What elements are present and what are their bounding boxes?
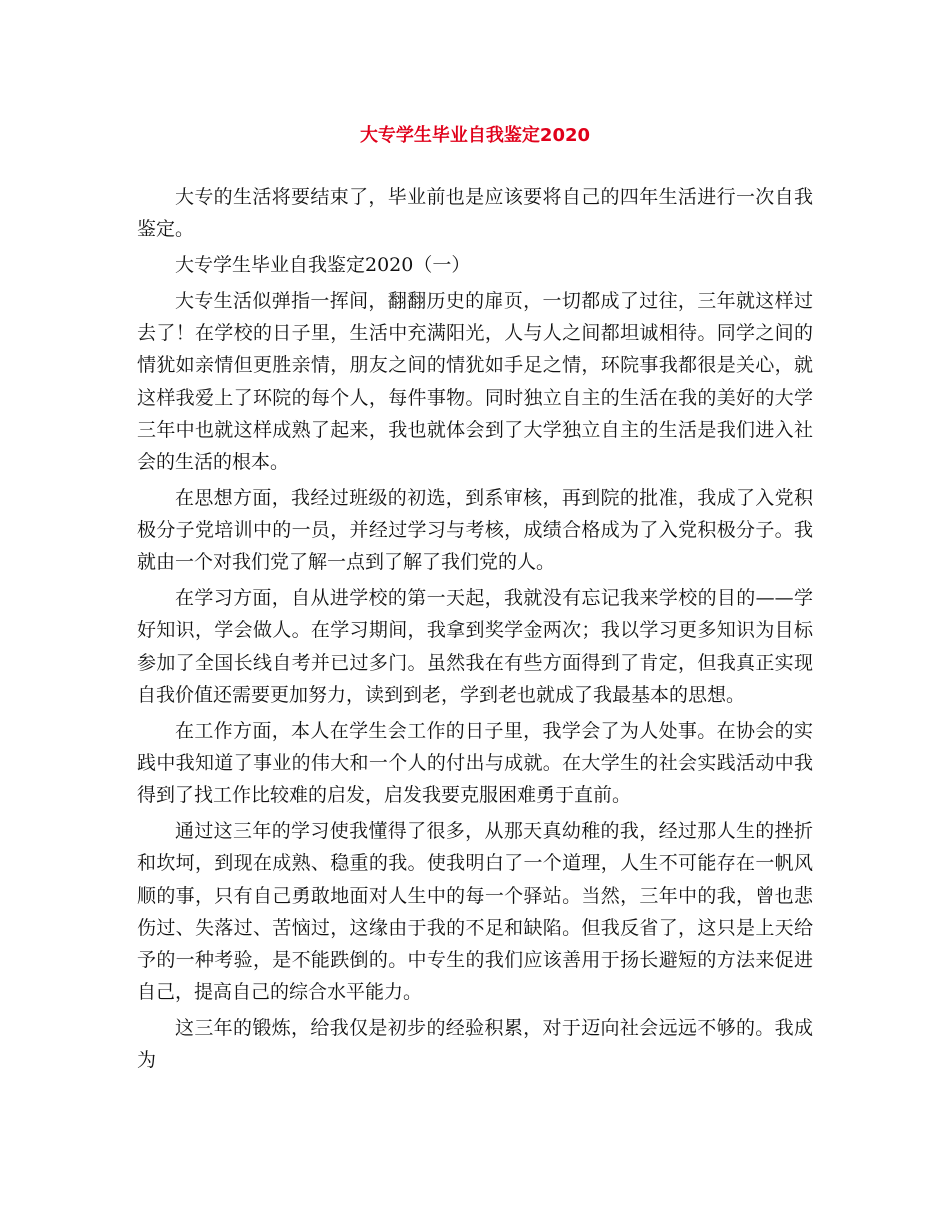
section-heading: 大专学生毕业自我鉴定2020（一） [175, 253, 471, 276]
paragraph-study: 在学习方面，自从进学校的第一天起，我就没有忘记我来学校的目的——学好知识，学会做人。在学习期间，我拿到奖学金两次；我以学习更多知识为目标参加了全国长线自考并已过多门。虽然我在有些方面得到了肯定，但我真正实现自我价值还需要更加努力，读到到老，学到老也就成了我最基本的思想。 [137, 587, 813, 707]
document-body [137, 181, 813, 1080]
document-title: 大专学生毕业自我鉴定2020 [359, 125, 591, 146]
paragraph-growth: 通过这三年的学习使我懂得了很多，从那天真幼稚的我，经过那人生的挫折和坎坷，到现在成熟、稳重的我。使我明白了一个道理，人生不可能存在一帆风顺的事，只有自己勇敢地面对人生中的每一个驿站。当然，三年中的我，曾也悲伤过、失落过、苦恼过，这缘由于我的不足和缺陷。但我反省了，这只是上天给予的一种考验，是不能跌倒的。中专生的我们应该善用于扬长避短的方法来促进自己，提高自己的综合水平能力。 [137, 819, 813, 1004]
paragraph-college-life: 大专生活似弹指一挥间，翻翻历史的扉页，一切都成了过往，三年就这样过去了！在学校的日子里，生活中充满阳光，人与人之间都坦诚相待。同学之间的情犹如亲情但更胜亲情，朋友之间的情犹如手足之情，环院事我都很是关心，就这样我爱上了环院的每个人，每件事物。同时独立自主的生活在我的美好的大学三年中也就这样成熟了起来，我也就体会到了大学独立自主的生活是我们进入社会的生活的根本。 [137, 289, 813, 474]
paragraph-intro: 大专的生活将要结束了，毕业前也是应该要将自己的四年生活进行一次自我鉴定。 [137, 186, 813, 241]
paragraph-conclusion: 这三年的锻炼，给我仅是初步的经验积累，对于迈向社会远远不够的。我成为 [137, 1017, 813, 1072]
paragraph-work: 在工作方面，本人在学生会工作的日子里，我学会了为人处事。在协会的实践中我知道了事业的伟大和一个人的付出与成就。在大学生的社会实践活动中我得到了找工作比较难的启发，启发我要克服困难勇于直前。 [137, 719, 813, 807]
paragraph-ideology: 在思想方面，我经过班级的初选，到系审核，再到院的批准，我成了入党积极分子党培训中的一员，并经过学习与考核，成绩合格成为了入党积极分子。我就由一个对我们党了解一点到了解了我们党的人。 [137, 486, 813, 574]
